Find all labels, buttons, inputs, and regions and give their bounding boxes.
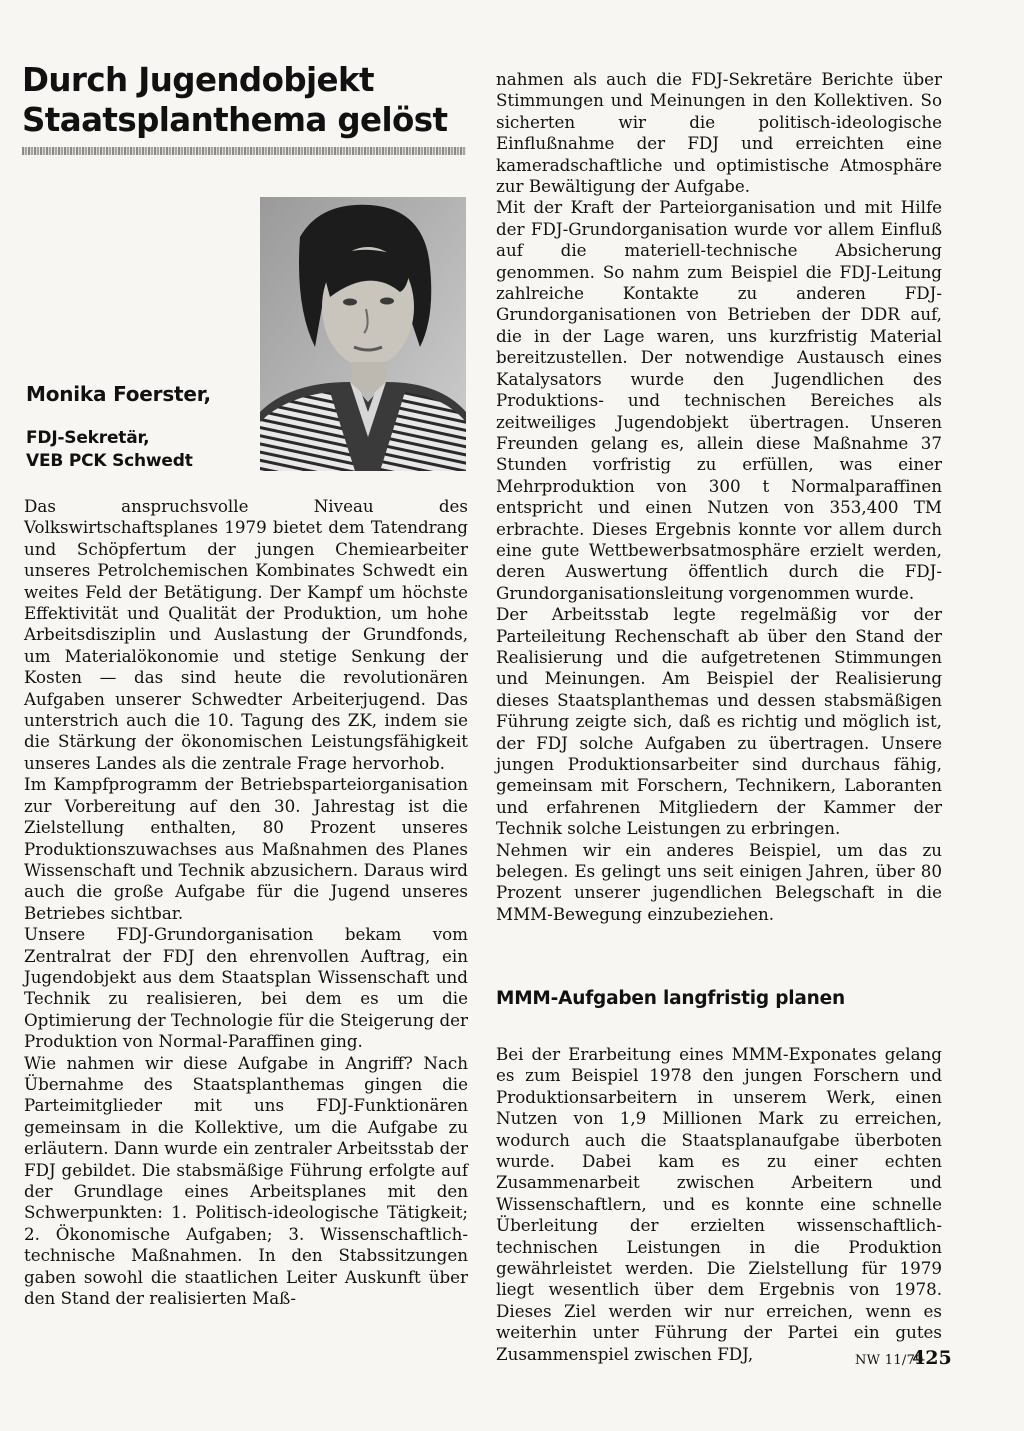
paragraph: Bei der Erarbeitung eines MMM-Exponates gelang es zum Beispiel 1978 den jungen Forschern und Produktionsarbeitern in unserem Werk, einen Nutzen von 1,9 Millionen Mark zu erreichen, wodurch auch die Staatsplanaufgabe überboten wurde. Dabei kam es zu einer echten Zusammenarbeit zwischen Arbeitern und Wissenschaftlern, und es konnte eine schnelle Überleitung der erzielten wissenschaftlich-technischen Leistungen in die Produktion gewährleistet werden. Die Zielstellung für 1979 liegt wesentlich über dem Ergebnis von 1978. Dieses Ziel werden wir nur erreichen, wenn es weiterhin unter Führung der Partei ein gutes Zusammenspiel zwischen FDJ, <box>496 1044 942 1364</box>
author-role <box>26 427 256 473</box>
author-name: Monika Foerster, <box>26 382 211 406</box>
right-column-body <box>496 69 942 925</box>
page-number: 425 <box>912 1347 952 1369</box>
paragraph: Im Kampfprogramm der Betriebsparteiorganisation zur Vorbereitung auf den 30. Jahrestag ist die Zielstellung enthalten, 80 Prozent unseres Produktionszuwachses aus Maßnahmen des Planes Wissenschaft und Technik abzusichern. Daraus wird auch die große Aufgabe für die Jugend unseres Betriebes sichtbar. <box>24 774 468 923</box>
article-title <box>22 60 482 140</box>
paragraph: Unsere FDJ-Grundorganisation bekam vom Zentralrat der FDJ den ehrenvollen Auftrag, ein Jugendobjekt aus dem Staatsplan Wissenschaft und Technik zu realisieren, bei dem es um die Optimierung der Technologie für die Steigerung der Produktion von Normal-Paraffinen ging. <box>24 924 468 1052</box>
article-title-line-2: Staatsplanthema gelöst <box>22 101 448 139</box>
section-subheading: MMM-Aufgaben langfristig planen <box>496 988 845 1009</box>
paragraph: nahmen als auch die FDJ-Sekretäre Berichte über Stimmungen und Meinungen in den Kollektiven. So sicherten wir die politisch-ideologische Einflußnahme der FDJ und erreichten eine kameradschaftliche und optimistische Atmosphäre zur Bewältigung der Aufgabe. <box>496 69 942 197</box>
left-column-body <box>24 496 468 1309</box>
paragraph: Mit der Kraft der Parteiorganisation und mit Hilfe der FDJ-Grundorganisation wurde vor allem Einfluß auf die materiell-technische Absicherung genommen. So nahm zum Beispiel die FDJ-Leitung zahlreiche Kontakte zu anderen FDJ-Grundorganisationen von Betrieben der DDR auf, die in der Lage waren, uns kurzfristig Material bereitzustellen. Der notwendige Austausch eines Katalysators wurde den Jugendlichen des Produktions- und technischen Bereiches als zeitweiliges Jugendobjekt übertragen. Unseren Freunden gelang es, allein diese Maßnahme 37 Stunden vorfristig zu erfüllen, was einer Mehrproduktion von 300 t Normalparaffinen entspricht und einen Nutzen von 353,400 TM erbrachte. Dieses Ergebnis konnte vor allem durch eine gute Wettbewerbsatmosphäre erzielt werden, deren Auswertung öffentlich durch die FDJ-Grundorganisationsleitung vorgenommen wurde. <box>496 197 942 603</box>
portrait-illustration <box>260 197 466 471</box>
paragraph: Wie nahmen wir diese Aufgabe in Angriff? Nach Übernahme des Staatsplanthemas gingen die Parteimitglieder mit uns FDJ-Funktionären gemeinsam in die Kollektive, um die Aufgabe zu erläutern. Dann wurde ein zentraler Arbeitsstab der FDJ gebildet. Die stabsmäßige Führung erfolgte auf der Grundlage eines Arbeitsplanes mit den Schwerpunkten: 1. Politisch-ideologische Tätigkeit; 2. Ökonomische Aufgaben; 3. Wissenschaftlich-technische Maßnahmen. In den Stabssitzungen gaben sowohl die staatlichen Leiter Auskunft über den Stand der realisierten Maß- <box>24 1052 468 1309</box>
author-portrait-photo <box>260 197 466 471</box>
paragraph: Das anspruchsvolle Niveau des Volkswirtschaftsplanes 1979 bietet dem Tatendrang und Schöpfertum der jungen Chemiearbeiter unseres Petrolchemischen Kombinates Schwedt ein weites Feld der Betätigung. Der Kampf um höchste Effektivität und Qualität der Produktion, um hohe Arbeitsdisziplin und Auslastung der Grundfonds, um Materialökonomie und stetige Senkung der Kosten — das sind heute die revolutionären Aufgaben unserer Schwedter Arbeiterjugend. Das unterstrich auch die 10. Tagung des ZK, indem sie die Stärkung der ökonomischen Leistungsfähigkeit unseres Landes als die zentrale Frage hervorhob. <box>24 496 468 773</box>
author-role-line-1: FDJ-Sekretär, <box>26 428 150 448</box>
journal-issue: NW 11/79 <box>855 1353 924 1368</box>
right-column-section-body <box>496 1044 942 1365</box>
paragraph: Nehmen wir ein anderes Beispiel, um das zu belegen. Es gelingt uns seit einigen Jahren, über 80 Prozent unserer jugendlichen Belegschaft in die MMM-Bewegung einzubeziehen. <box>496 839 942 924</box>
paragraph: Der Arbeitsstab legte regelmäßig vor der Parteileitung Rechenschaft ab über den Stand der Realisierung und die aufgetretenen Stimmungen und Meinungen. Am Beispiel der Realisierung dieses Staatsplanthemas und dessen stabsmäßigen Führung zeigte sich, daß es richtig und möglich ist, der FDJ solche Aufgaben zu übertragen. Unsere jungen Produktionsarbeiter sind durchaus fähig, gemeinsam mit Forschern, Technikern, Laboranten und erfahrenen Mitgliedern der Kammer der Technik solche Leistungen zu erbringen. <box>496 604 942 839</box>
title-divider <box>22 147 466 155</box>
author-role-line-2: VEB PCK Schwedt <box>26 451 193 471</box>
article-title-line-1: Durch Jugendobjekt <box>22 61 374 99</box>
